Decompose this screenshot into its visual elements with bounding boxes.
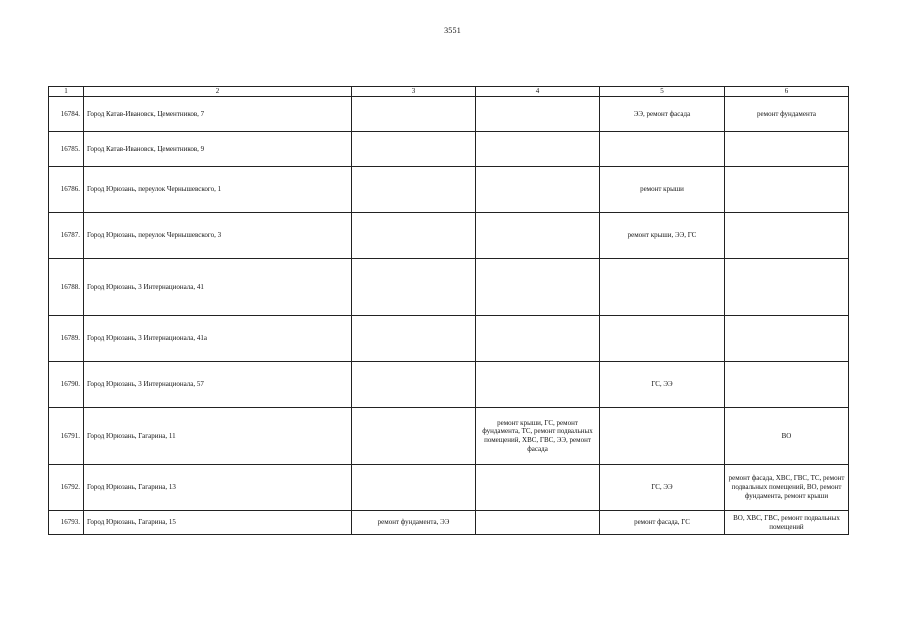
registry-table: [48, 86, 849, 535]
cell-col3: [352, 316, 476, 362]
cell-col6: [725, 213, 849, 259]
column-header: 4: [476, 87, 600, 97]
row-number: 16789.: [49, 316, 84, 362]
address-cell: Город Юрюзань, Гагарина, 15: [84, 511, 352, 535]
column-header: 6: [725, 87, 849, 97]
row-number: 16784.: [49, 97, 84, 132]
table-row: [49, 316, 849, 362]
cell-col5: [600, 132, 725, 167]
cell-col6: [725, 132, 849, 167]
cell-col4: [476, 213, 600, 259]
row-number: 16785.: [49, 132, 84, 167]
address-cell: Город Юрюзань, переулок Чернышевского, 3: [84, 213, 352, 259]
cell-col4: [476, 362, 600, 408]
cell-col6: [725, 167, 849, 213]
table-row: [49, 97, 849, 132]
cell-col6: ВО, ХВС, ГВС, ремонт подвальных помещений: [725, 511, 849, 535]
cell-col4: [476, 259, 600, 316]
table-row: [49, 408, 849, 465]
row-number: 16792.: [49, 465, 84, 511]
cell-col5: ГС, ЭЭ: [600, 465, 725, 511]
cell-col6: ремонт фундамента: [725, 97, 849, 132]
cell-col6: [725, 362, 849, 408]
cell-col5: ремонт крыши: [600, 167, 725, 213]
address-cell: Город Юрюзань, Гагарина, 11: [84, 408, 352, 465]
cell-col4: [476, 511, 600, 535]
cell-col6: [725, 259, 849, 316]
address-cell: Город Катав-Ивановск, Цементников, 7: [84, 97, 352, 132]
column-header: 5: [600, 87, 725, 97]
table-row: [49, 213, 849, 259]
cell-col4: [476, 167, 600, 213]
row-number: 16786.: [49, 167, 84, 213]
row-number: 16788.: [49, 259, 84, 316]
cell-col3: [352, 259, 476, 316]
column-header: 1: [49, 87, 84, 97]
cell-col3: [352, 408, 476, 465]
table-row: [49, 167, 849, 213]
address-cell: Город Юрюзань, 3 Интернационала, 41: [84, 259, 352, 316]
table-row: [49, 465, 849, 511]
cell-col3: [352, 213, 476, 259]
cell-col4: ремонт крыши, ГС, ремонт фундамента, ТС, ремонт подвальных помещений, ХВС, ГВС, ЭЭ, ремонт фасада: [476, 408, 600, 465]
table-row: [49, 511, 849, 535]
page-number: 3551: [444, 26, 461, 35]
row-number: 16791.: [49, 408, 84, 465]
cell-col3: [352, 97, 476, 132]
address-cell: Город Юрюзань, 3 Интернационала, 41а: [84, 316, 352, 362]
cell-col3: [352, 465, 476, 511]
cell-col4: [476, 132, 600, 167]
column-header: 2: [84, 87, 352, 97]
row-number: 16790.: [49, 362, 84, 408]
table-row: [49, 132, 849, 167]
cell-col5: ЭЭ, ремонт фасада: [600, 97, 725, 132]
address-cell: Город Юрюзань, переулок Чернышевского, 1: [84, 167, 352, 213]
row-number: 16787.: [49, 213, 84, 259]
header-row: [49, 87, 849, 97]
cell-col4: [476, 465, 600, 511]
cell-col3: ремонт фундамента, ЭЭ: [352, 511, 476, 535]
cell-col5: [600, 316, 725, 362]
cell-col3: [352, 132, 476, 167]
address-cell: Город Юрюзань, 3 Интернационала, 57: [84, 362, 352, 408]
cell-col6: ремонт фасада, ХВС, ГВС, ТС, ремонт подвальных помещений, ВО, ремонт фундамента, ремонт крыши: [725, 465, 849, 511]
cell-col6: ВО: [725, 408, 849, 465]
cell-col4: [476, 97, 600, 132]
address-cell: Город Юрюзань, Гагарина, 13: [84, 465, 352, 511]
cell-col4: [476, 316, 600, 362]
cell-col3: [352, 362, 476, 408]
table-row: [49, 259, 849, 316]
row-number: 16793.: [49, 511, 84, 535]
table-row: [49, 362, 849, 408]
cell-col5: ГС, ЭЭ: [600, 362, 725, 408]
cell-col5: [600, 259, 725, 316]
cell-col3: [352, 167, 476, 213]
cell-col6: [725, 316, 849, 362]
column-header: 3: [352, 87, 476, 97]
cell-col5: ремонт крыши, ЭЭ, ГС: [600, 213, 725, 259]
cell-col5: [600, 408, 725, 465]
address-cell: Город Катав-Ивановск, Цементников, 9: [84, 132, 352, 167]
cell-col5: ремонт фасада, ГС: [600, 511, 725, 535]
